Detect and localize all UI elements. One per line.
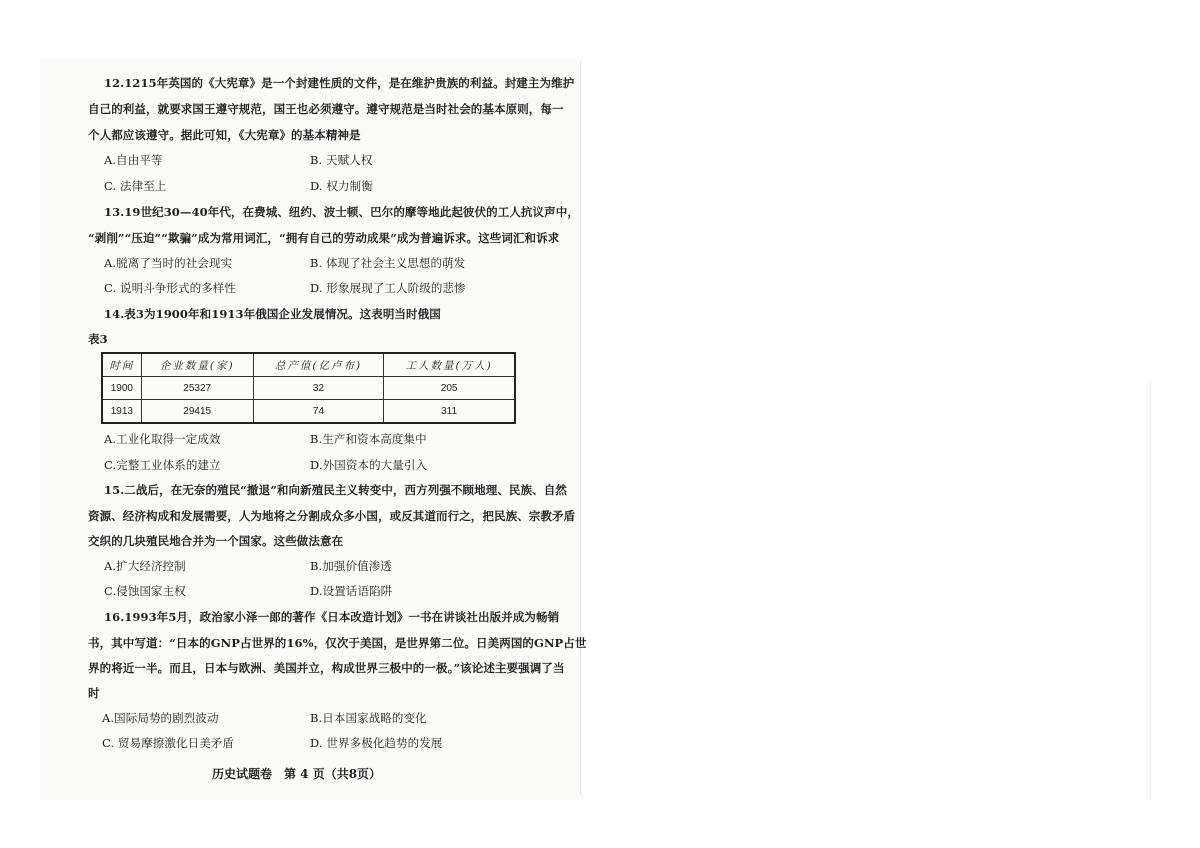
- exam-page: [40, 58, 582, 800]
- q15-line-2: 资源、经济构成和发展需要，人为地将之分割成众多小国，或反其道而行之，把民族、宗教矛盾: [88, 509, 576, 523]
- q14-option-c: C.完整工业体系的建立: [104, 458, 221, 472]
- table-header-row: [102, 353, 515, 377]
- q15-option-a: A.扩大经济控制: [104, 559, 186, 573]
- table-row: [102, 377, 515, 400]
- table-header-cell: 企业数量(家): [141, 353, 253, 377]
- q12-option-d: D. 权力制衡: [310, 179, 373, 193]
- q12-option-a: A.自由平等: [104, 153, 163, 167]
- q12-line-3: 个人都应该遵守。据此可知，《大宪章》的基本精神是: [88, 128, 361, 142]
- q16-line-4: 时: [88, 686, 100, 700]
- table-header-cell: 总产值(亿卢布): [253, 353, 384, 377]
- q16-line-1: 16.1993年5月，政治家小泽一郎的著作《日本改造计划》一书在讲谈社出版并成为畅销: [104, 610, 560, 624]
- q16-option-a: A.国际局势的剧烈波动: [102, 711, 219, 725]
- q12-option-b: B. 天赋人权: [310, 153, 373, 167]
- q13-option-d: D. 形象展现了工人阶级的悲惨: [310, 281, 466, 295]
- q13-line-1: 13.19世纪30—40年代，在费城、纽约、波士顿、巴尔的摩等地此起彼伏的工人抗议声中，: [104, 205, 579, 219]
- q12-line-1: 12.1215年英国的《大宪章》是一个封建性质的文件，是在维护贵族的利益。封建主为维护: [104, 76, 575, 90]
- q14-option-d: D.外国资本的大量引入: [310, 458, 428, 472]
- q16-option-d: D. 世界多极化趋势的发展: [310, 736, 443, 750]
- q16-option-c: C. 贸易摩擦激化日美矛盾: [102, 736, 234, 750]
- enterprise-table: [101, 352, 516, 424]
- table-cell: 1913: [102, 400, 141, 424]
- q13-option-a: A.脱离了当时的社会现实: [104, 256, 233, 270]
- page-edge: [580, 60, 581, 795]
- page-footer: 历史试题卷 第 4 页（共8页）: [212, 767, 382, 781]
- table-cell: 29415: [141, 400, 253, 424]
- table-cell: 25327: [141, 377, 253, 400]
- q15-option-c: C.侵蚀国家主权: [104, 584, 186, 598]
- q13-line-2: “剥削”“压迫”“欺骗”成为常用词汇，“拥有自己的劳动成果”成为普遍诉求。这些词汇和诉求: [88, 231, 560, 245]
- table-cell: 205: [384, 377, 515, 400]
- scan-edge: [1150, 380, 1151, 800]
- q13-option-c: C. 说明斗争形式的多样性: [104, 281, 236, 295]
- table-cell: 1900: [102, 377, 141, 400]
- q16-line-2: 书，其中写道：“日本的GNP占世界的16%，仅次于美国，是世界第二位。日美两国的GNP占世: [88, 636, 587, 650]
- q16-option-b: B.日本国家战略的变化: [310, 711, 427, 725]
- q13-option-b: B. 体现了社会主义思想的萌发: [310, 256, 466, 270]
- table-cell: 311: [384, 400, 515, 424]
- q15-line-3: 交织的几块殖民地合并为一个国家。这些做法意在: [88, 534, 344, 548]
- q12-line-2: 自己的利益，就要求国王遵守规范，国王也必须遵守。遵守规范是当时社会的基本原则，每一: [88, 102, 564, 116]
- q15-option-b: B.加强价值渗透: [310, 559, 392, 573]
- table-cell: 32: [253, 377, 384, 400]
- table-label: 表3: [88, 332, 108, 346]
- q15-line-1: 15.二战后，在无奈的殖民“撤退”和向新殖民主义转变中，西方列强不顾地理、民族、自然: [104, 483, 567, 497]
- q14-option-b: B.生产和资本高度集中: [310, 432, 427, 446]
- q12-option-c: C. 法律至上: [104, 179, 167, 193]
- q15-option-d: D.设置话语陷阱: [310, 584, 393, 598]
- table-header-cell: 工人数量(万人): [384, 353, 515, 377]
- q14-line-1: 14.表3为1900年和1913年俄国企业发展情况。这表明当时俄国: [104, 307, 441, 321]
- q16-line-3: 界的将近一半。而且，日本与欧洲、美国并立，构成世界三极中的一极。”该论述主要强调了当: [88, 661, 565, 675]
- table-row: [102, 400, 515, 424]
- table-cell: 74: [253, 400, 384, 424]
- q14-option-a: A.工业化取得一定成效: [104, 432, 221, 446]
- table-header-cell: 时间: [102, 353, 141, 377]
